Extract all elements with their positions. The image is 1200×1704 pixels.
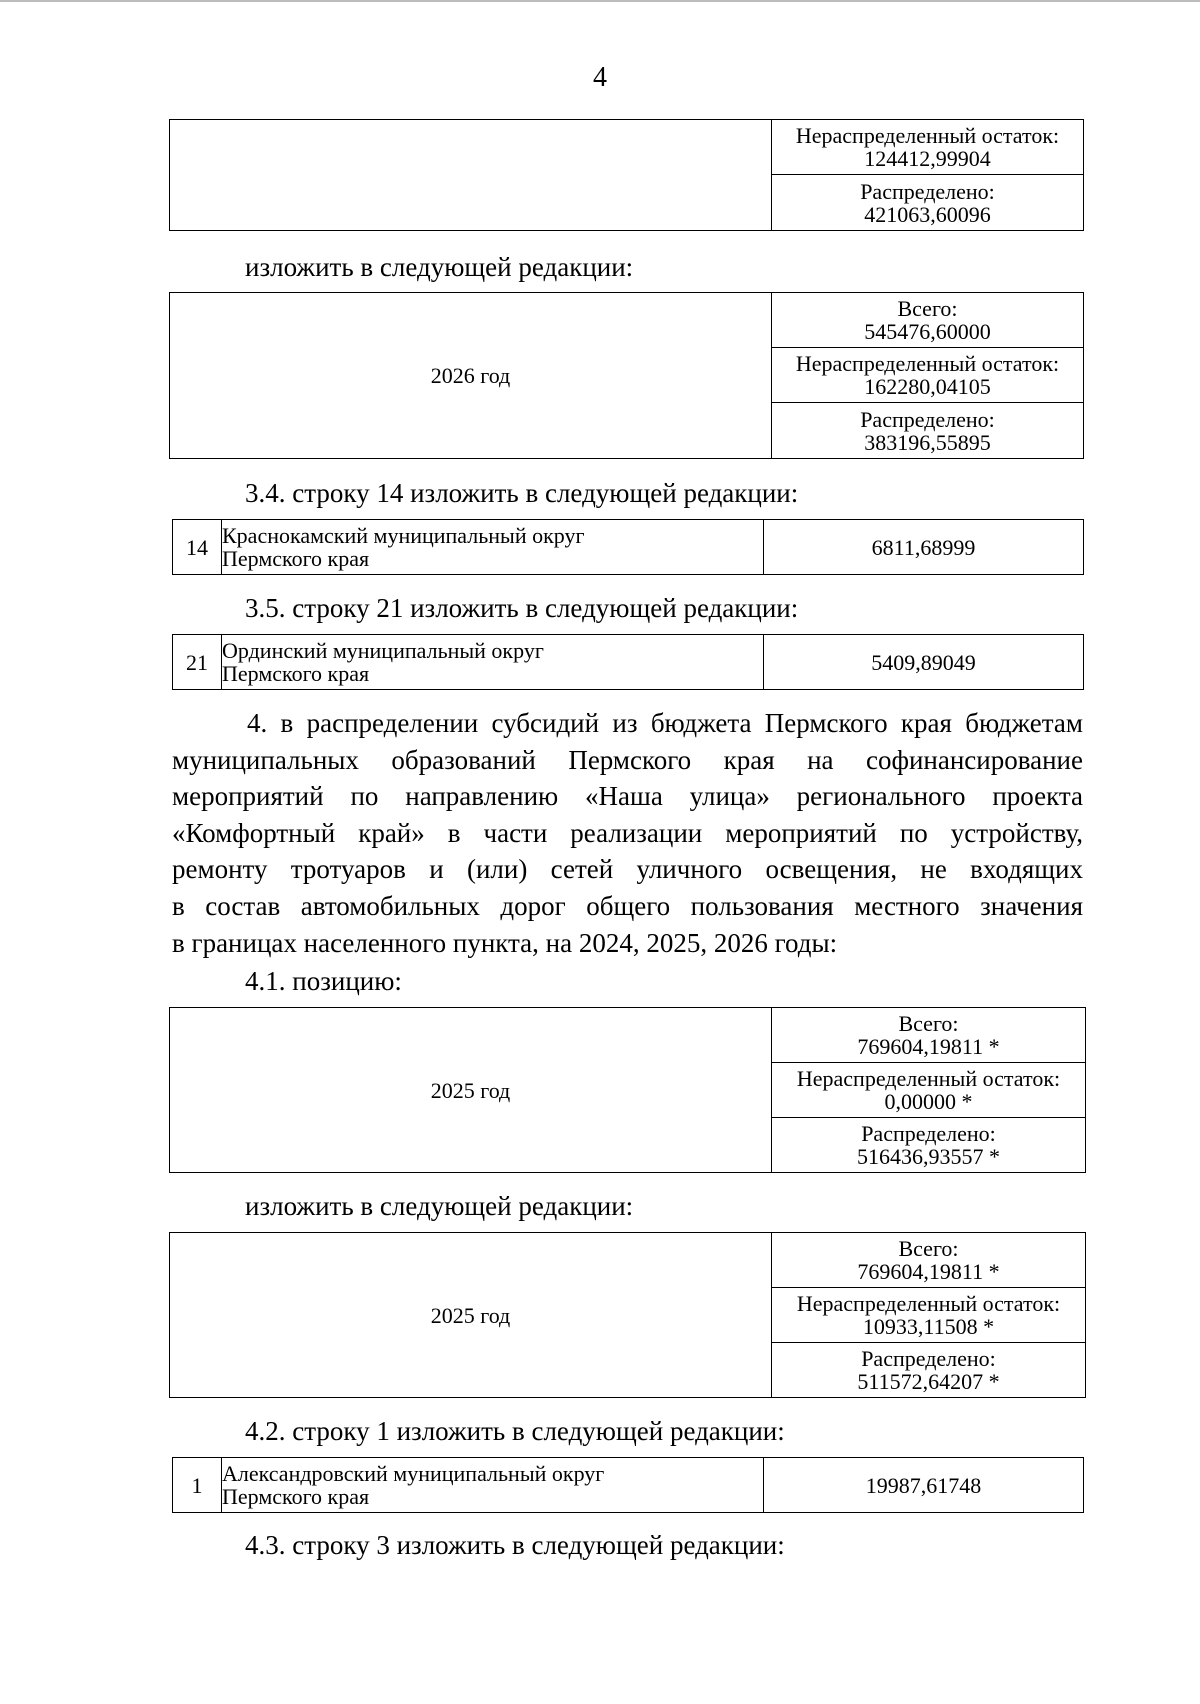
municipality-name-line-1: Краснокамский муниципальный округ [222,523,585,548]
row-14-table [172,519,1084,575]
year-cell: 2025 год [170,1233,772,1398]
amount-value: 19987,61748 [764,1458,1084,1513]
item-3-4: 3.4. строку 14 изложить в следующей редакции: [245,478,799,508]
fragment-table [169,119,1084,231]
fragment-allocated-value: 421063,60096 [864,201,991,227]
allocated-label: Распределено: [861,1121,996,1146]
municipality-name-line-2: Пермского края [222,661,370,686]
total-label: Всего: [897,296,958,321]
allocated-value: 511572,64207 * [857,1369,1000,1394]
total-cell [772,293,1084,348]
scan-edge [0,0,1200,2]
amount-value: 6811,68999 [764,520,1084,575]
year-cell: 2025 год [170,1008,772,1173]
fragment-allocated-cell [772,175,1084,231]
unallocated-cell [772,1288,1086,1343]
municipality-name-line-2: Пермского края [222,1484,370,1509]
unallocated-label: Нераспределенный остаток: [796,1291,1061,1316]
allocated-value: 516436,93557 * [857,1144,1000,1169]
total-value: 545476,60000 [864,319,991,344]
table-2025-new [169,1232,1086,1398]
municipality-name-line-1: Александровский муниципальный округ [222,1461,605,1486]
total-value: 769604,19811 * [857,1034,1000,1059]
row-21-table [172,634,1084,690]
item-3-5: 3.5. строку 21 изложить в следующей редакции: [245,593,799,623]
fragment-unallocated-cell [772,120,1084,175]
allocated-label: Распределено: [860,406,995,432]
allocated-cell [772,403,1084,459]
paragraph-line: «Комфортный край» в части реализации мероприятий по устройству, [172,817,1083,848]
year-cell: 2026 год [170,293,772,459]
paragraph-line: мероприятий по направлению «Наша улица» регионального проекта [172,781,1083,812]
item-4-3: 4.3. строку 3 изложить в следующей редакции: [245,1530,785,1560]
allocated-cell [772,1343,1086,1398]
allocated-value: 383196,55895 [864,429,991,455]
unallocated-cell [772,1063,1086,1118]
table-2025-old [169,1007,1086,1173]
row-number: 1 [173,1458,222,1513]
paragraph-line: 4. в распределении субсидий из бюджета Пермского края бюджетам [247,708,1083,738]
unallocated-value: 0,00000 * [884,1089,973,1114]
row-1-table [172,1457,1084,1513]
unallocated-value: 10933,11508 * [862,1314,995,1339]
total-cell [772,1233,1086,1288]
row-number: 14 [173,520,222,575]
item-4-1: 4.1. позицию: [245,966,402,996]
total-cell [772,1008,1086,1063]
paragraph-line: ремонту тротуаров и (или) сетей уличного освещения, не входящих [172,854,1083,885]
paragraph-line: в границах населенного пункта, на 2024, 2025, 2026 годы: [172,927,838,958]
intro-text-1: изложить в следующей редакции: [245,252,634,282]
municipality-name-line-2: Пермского края [222,546,370,571]
fragment-allocated-label: Распределено: [860,178,995,204]
fragment-empty-cell [170,120,772,231]
unallocated-cell [772,348,1084,403]
municipality-name-line-1: Ординский муниципальный округ [222,638,544,663]
unallocated-label: Нераспределенный остаток: [795,351,1060,376]
amount-value: 5409,89049 [764,635,1084,690]
total-label: Всего: [898,1011,959,1036]
table-2026 [169,292,1084,459]
municipality-name [222,520,764,575]
item-4-2: 4.2. строку 1 изложить в следующей редакции: [245,1416,785,1446]
fragment-unallocated-value: 124412,99904 [864,146,991,171]
municipality-name [222,1458,764,1513]
fragment-unallocated-label: Нераспределенный остаток: [795,123,1060,148]
municipality-name [222,635,764,690]
total-value: 769604,19811 * [857,1259,1000,1284]
total-label: Всего: [898,1236,959,1261]
intro-text-2: изложить в следующей редакции: [245,1191,634,1221]
paragraph-line: в состав автомобильных дорог общего пользования местного значения [172,890,1083,921]
row-number: 21 [173,635,222,690]
allocated-label: Распределено: [861,1346,996,1371]
allocated-cell [772,1118,1086,1173]
paragraph-4 [172,705,1083,961]
paragraph-line: муниципальных образований Пермского края на софинансирование [172,744,1083,775]
unallocated-value: 162280,04105 [864,374,991,399]
page-number: 4 [593,62,607,93]
unallocated-label: Нераспределенный остаток: [796,1066,1061,1091]
